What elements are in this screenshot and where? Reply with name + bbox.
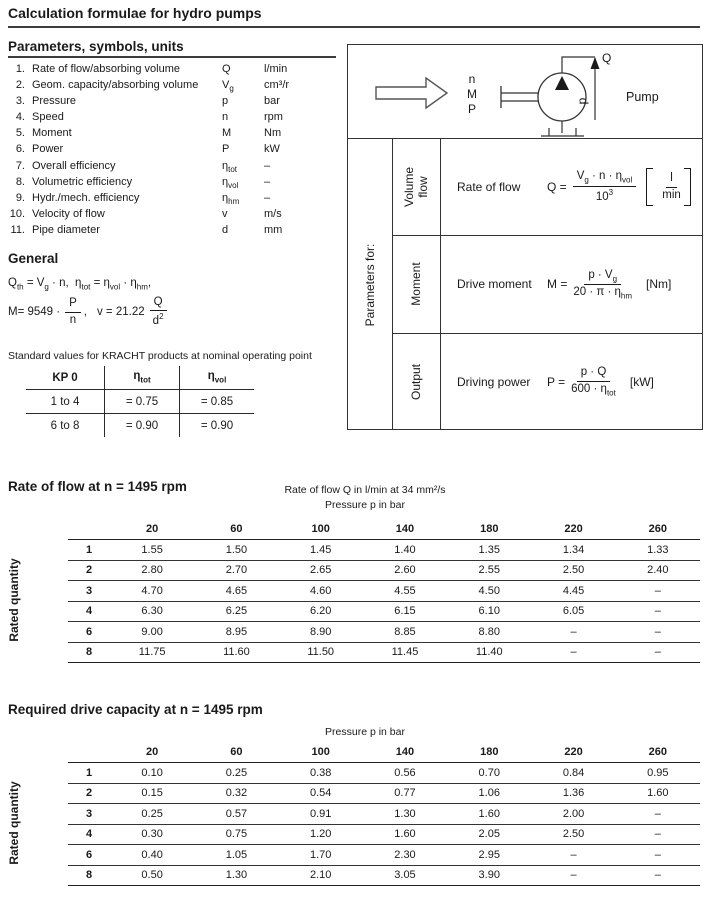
standard-values-row [26,414,254,438]
column-header: 140 [395,745,415,758]
value-cell: 1.55 [141,543,163,556]
value-cell: 11.75 [138,646,166,659]
parameter-unit: rpm [264,111,283,124]
parameter-symbol: $\eta_{tot}$ [222,159,238,174]
column-header: 220 [564,745,583,758]
parameter-unit: bar [264,95,280,108]
pump-diagram [348,45,702,139]
column-header: 180 [480,745,499,758]
row-label: 1 [85,766,93,779]
parameter-item [8,127,344,143]
velocity-formula-lhs: v = 21.22 [96,306,145,318]
outlet-pipe [562,57,595,73]
general-formula-2 [8,294,167,330]
velocity-fraction: $\frac{Q}{d^2}$ [150,296,167,328]
value-cell: 8.85 [394,625,416,638]
row-label: 8 [85,869,93,882]
column-header: 260 [648,522,667,535]
parameter-number: 5. [15,127,25,140]
value-cell: 3.05 [394,869,416,882]
standard-values-note: Standard values for KRACHT products at nominal operating point [8,350,312,362]
parameter-label: Power [32,143,64,156]
standard-values-cell: 1 to 4 [26,390,105,414]
category-moment-label: Moment [408,262,423,307]
value-cell: – [654,605,661,618]
parameter-symbol: d [222,223,229,236]
column-header: 20 [146,522,159,535]
diagram-label-m: M [467,87,477,101]
parameter-label: Moment [32,127,72,140]
value-cell: 8.90 [309,625,332,638]
value-cell: 4.70 [141,584,163,597]
title-divider [8,26,700,28]
formula-expression [547,269,671,301]
left-bracket [646,168,653,206]
row-label: 3 [85,807,93,820]
parameter-label: Volumetric efficiency [32,175,133,188]
parameter-label: Velocity of flow [32,207,105,220]
parameter-label: Pipe diameter [32,223,100,236]
formula-separator: , [83,306,87,318]
parameter-item [8,176,344,192]
value-cell: 0.50 [141,869,163,882]
value-cell: 11.50 [307,646,335,659]
value-cell: 0.38 [309,766,332,779]
value-cell: 0.30 [141,828,163,841]
formula-fraction: $\frac{V_g \cdot n \cdot \eta_{vol}}{10^3}$ [573,170,637,204]
parameter-label: Rate of flow/absorbing volume [32,63,180,75]
value-cell: 0.84 [562,766,585,779]
parameter-symbol: p [222,95,229,108]
value-cell: 2.05 [478,828,500,841]
value-cell: 1.60 [394,828,416,841]
value-cell: 1.45 [309,543,332,556]
pump-label: Pump [626,90,659,104]
value-cell: 0.32 [225,787,248,800]
column-header: 140 [395,522,415,535]
table-row [68,581,700,602]
formula-name: Rate of flow [457,180,521,195]
value-cell: 1.30 [394,807,416,820]
column-header: 100 [311,745,330,758]
table-row [68,804,700,825]
moment-fraction: $\frac{P}{n}$ [65,297,81,326]
parameter-unit: – [264,191,271,204]
value-cell: 4.50 [478,584,500,597]
parameter-unit: – [264,159,271,172]
parameter-unit: kW [264,143,280,156]
value-cell: 9.00 [141,625,163,638]
category-cell [393,236,441,332]
table-row [68,622,700,643]
parameter-number: 3. [15,95,25,108]
category-cell [393,139,441,235]
value-cell: – [654,646,661,659]
standard-values-header: KP 0 [26,366,105,390]
row-label: 4 [85,605,93,618]
parameter-item [8,111,344,127]
parameter-number: 1. [15,63,25,75]
value-cell: 1.06 [478,787,500,800]
right-bracket [684,168,691,206]
value-cell: 1.60 [478,807,500,820]
formula-lhs: Q = [547,180,567,195]
value-cell: – [654,848,661,861]
table-header-row [68,518,700,540]
direction-arrow-icon [376,78,447,108]
table-header-row [68,741,700,763]
category-cell [393,334,441,430]
value-cell: 0.70 [478,766,500,779]
value-cell: 1.60 [647,787,669,800]
value-cell: 2.40 [647,564,669,577]
value-cell: 2.65 [309,564,332,577]
parameter-symbol: M [222,127,232,140]
flow-arrowhead-icon [591,57,600,69]
parameter-symbol: $\eta_{vol}$ [222,175,239,190]
value-cell: 1.40 [394,543,416,556]
table-row [68,845,700,866]
value-cell: 2.95 [478,848,500,861]
parameter-number: 4. [15,111,25,124]
flow-subtitle-line2: Pressure p in bar [325,499,405,512]
value-cell: 3.90 [478,869,500,882]
value-cell: 0.54 [309,787,332,800]
value-cell: 1.50 [225,543,248,556]
flow-table-side-label: Rated quantity [7,558,21,642]
standard-values-cell: = 0.90 [105,414,180,438]
parameter-item [8,160,344,176]
value-cell: – [654,807,661,820]
formula-row-output [393,333,702,430]
parameter-unit: mm [264,223,283,236]
table-row [68,540,700,561]
flow-table-heading: Rate of flow at n = 1495 rpm [8,479,187,494]
parameter-item [8,224,344,240]
flow-table-subtitle [210,483,520,513]
parameter-number: 7. [15,159,25,172]
value-cell: – [654,828,661,841]
table-row [68,561,700,582]
parameter-symbol: Q [222,63,231,75]
value-cell: 8.95 [225,625,248,638]
row-label: 8 [85,646,93,659]
parameter-symbol: $\eta_{hm}$ [222,191,240,206]
value-cell: – [570,646,577,659]
value-cell: 2.80 [141,564,163,577]
column-header: 60 [230,745,243,758]
parameter-item [8,63,344,79]
parameter-item [8,208,344,224]
table-row [68,643,700,664]
parameter-label: Geom. capacity/absorbing volume [32,79,199,92]
formula-unit: [Nm] [646,277,672,292]
capacity-table-subtitle: Pressure p in bar [325,726,405,738]
value-cell: 0.95 [647,766,669,779]
value-cell: 0.40 [141,848,163,861]
parameter-number: 6. [15,143,25,156]
row-label: 4 [85,828,93,841]
value-cell: 1.33 [647,543,669,556]
formula-name: Driving power [457,374,531,389]
standard-values-header: $\eta_{tot}$ [105,366,180,390]
value-cell: 4.45 [562,584,585,597]
table-row [68,866,700,887]
parameter-symbol: n [222,111,229,124]
standard-values-header-row [26,366,254,390]
pump-shaft [501,86,538,108]
value-cell: 1.34 [562,543,585,556]
diagram-label-n: n [468,72,476,86]
value-cell: 2.00 [562,807,585,820]
parameter-unit: m/s [264,207,282,220]
parameter-item [8,79,344,95]
value-cell: 0.75 [225,828,248,841]
standard-values-cell: = 0.90 [180,414,255,438]
parameter-label: Speed [32,111,64,124]
formula-lhs: M = [547,277,568,292]
capacity-table-side-label: Rated quantity [7,781,21,865]
formula-unit: [kW] [629,374,654,389]
value-cell: 4.60 [309,584,332,597]
value-cell: 1.30 [225,869,248,882]
parameter-number: 2. [15,79,25,92]
parameters-for-cell [348,139,393,430]
column-header: 20 [146,745,159,758]
parameter-unit: – [264,175,271,188]
category-output-label: Output [408,363,423,400]
standard-values-cell: 6 to 8 [50,419,80,432]
value-cell: – [654,869,661,882]
value-cell: 11.60 [223,646,250,659]
parameter-number: 11. [10,223,25,236]
standard-values-header: $\eta_{vol}$ [180,366,255,390]
column-header: 180 [480,522,499,535]
formula-expression [547,366,654,397]
value-cell: 2.10 [309,869,332,882]
parameter-number: 8. [15,175,25,188]
parameter-symbol: v [222,207,228,220]
parameter-item [8,192,344,208]
value-cell: 11.45 [391,646,419,659]
diagram-label-p-input: P [467,102,477,116]
parameters-for-label: Parameters for: [363,243,377,326]
value-cell: – [654,584,661,597]
unit-fraction: $\frac{l}{\min}$ [662,172,681,201]
value-cell: 4.55 [394,584,416,597]
value-cell: 6.15 [394,605,416,618]
value-cell: 2.50 [562,828,585,841]
value-cell: 0.15 [141,787,163,800]
value-cell: 2.60 [394,564,416,577]
value-cell: 0.77 [394,787,416,800]
formula-expression [547,168,691,206]
general-formula-1: $Q_{th} = V_g \cdot n$, $\eta_{tot} = \eta_{vol} \cdot \eta_{hm}$, [8,277,152,292]
parameter-label: Pressure [32,95,77,108]
value-cell: – [570,848,577,861]
parameter-symbol: $V_g$ [222,79,234,94]
column-header: 60 [230,522,243,535]
value-cell: 0.56 [394,766,416,779]
formula-row-volume-flow [393,139,702,235]
row-label: 6 [85,625,93,638]
value-cell: 8.80 [478,625,500,638]
formula-fraction: $\frac{p \cdot V_g}{20 \cdot \pi \cdot \eta_{hm}}$ [573,268,633,301]
value-cell: 2.55 [478,564,500,577]
value-cell: – [654,625,661,638]
value-cell: 1.35 [478,543,500,556]
parameter-label: Hydr./mech. efficiency [32,191,140,204]
row-label: 2 [85,787,93,800]
category-volume-flow-label: Volume flow [401,167,430,208]
formula-fraction: $\frac{p \cdot Q}{600 \cdot \eta_{tot}}$ [571,366,616,397]
formula-name: Drive moment [457,277,532,292]
page-title: Calculation formulae for hydro pumps [8,5,262,21]
parameters-divider [8,56,336,58]
value-cell: – [570,625,577,638]
parameter-unit: l/min [264,63,288,75]
standard-values-table [26,366,254,437]
capacity-table [68,741,700,886]
pump-schematic-drawing [348,45,701,137]
value-cell: 0.25 [225,766,248,779]
value-cell: 0.91 [309,807,332,820]
value-cell: 4.65 [225,584,248,597]
parameters-heading: Parameters, symbols, units [8,39,184,54]
capacity-table-heading: Required drive capacity at n = 1495 rpm [8,702,263,717]
parameter-item [8,143,344,159]
table-row [68,784,700,805]
column-header: 100 [311,522,330,535]
table-row [68,825,700,846]
formula-row-moment [393,235,702,332]
row-label: 2 [85,564,93,577]
flow-subtitle-line1: Rate of flow Q in l/min at 34 mm²/s [284,484,446,496]
column-header: 220 [564,522,583,535]
value-cell: 2.30 [394,848,416,861]
value-cell: 6.10 [478,605,500,618]
value-cell: 6.05 [562,605,585,618]
table-row [68,602,700,623]
parameter-symbol: P [222,143,230,156]
value-cell: 0.57 [225,807,248,820]
diagram-label-p-rotated: p [575,97,589,105]
parameter-item [8,95,344,111]
parameters-list [8,63,344,240]
formula-table-body [348,139,702,430]
value-cell: 6.20 [309,605,332,618]
value-cell: – [570,869,577,882]
formula-table [347,44,703,430]
value-cell: 1.70 [309,848,332,861]
standard-values-cell: = 0.75 [105,390,180,414]
diagram-label-q: Q [602,51,612,65]
value-cell: 1.20 [309,828,332,841]
parameter-number: 9. [15,191,25,204]
general-heading: General [8,251,59,266]
value-cell: 6.25 [225,605,248,618]
value-cell: 0.25 [141,807,163,820]
value-cell: 2.50 [562,564,585,577]
row-label: 1 [85,543,93,556]
value-cell: 2.70 [225,564,248,577]
row-label: 3 [85,584,93,597]
row-label: 6 [85,848,93,861]
table-row [68,763,700,784]
value-cell: 6.30 [141,605,163,618]
value-cell: 11.40 [475,646,503,659]
moment-formula-lhs: M= 9549 · [8,306,61,318]
standard-values-row [26,390,254,414]
column-header: 260 [648,745,667,758]
standard-values-cell: = 0.85 [180,390,255,414]
value-cell: 1.05 [225,848,248,861]
value-cell: 0.10 [141,766,163,779]
parameter-unit: cm³/r [264,79,290,92]
value-cell: 1.36 [562,787,585,800]
formula-lhs: P = [547,374,566,389]
parameter-unit: Nm [264,127,282,140]
parameter-label: Overall efficiency [32,159,116,172]
flow-table [68,518,700,663]
parameter-number: 10. [9,207,25,220]
